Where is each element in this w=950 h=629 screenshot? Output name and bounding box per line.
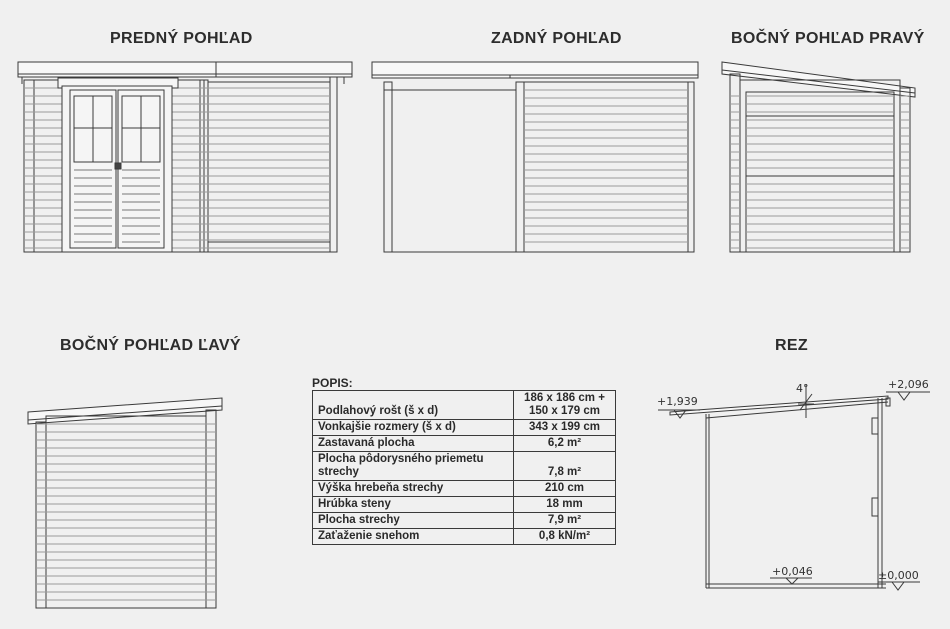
spec-key: Vonkajšie rozmery (š x d) — [313, 420, 514, 436]
spec-value: 7,8 m² — [514, 452, 616, 481]
spec-value: 343 x 199 cm — [514, 420, 616, 436]
spec-value: 210 cm — [514, 481, 616, 497]
right-side-view-title: BOČNÝ POHĽAD PRAVÝ — [731, 30, 925, 47]
spec-value: 7,9 m² — [514, 513, 616, 529]
section-level-left-top: +1,939 — [657, 395, 698, 408]
spec-key: Plocha pôdorysného priemetu strechy — [313, 452, 514, 481]
spec-key: Výška hrebeňa strechy — [313, 481, 514, 497]
spec-key: Hrúbka steny — [313, 497, 514, 513]
spec-value: 0,8 kN/m² — [514, 529, 616, 545]
spec-key: Zastavaná plocha — [313, 436, 514, 452]
section-level-floor-inner: +0,046 — [772, 565, 813, 578]
section-level-ground: ±0,000 — [878, 569, 919, 582]
section-level-right-top: +2,096 — [888, 378, 929, 391]
popis-label: POPIS: — [312, 376, 353, 390]
spec-value: 18 mm — [514, 497, 616, 513]
section-roof-angle: 4° — [796, 382, 809, 395]
left-side-view-title: BOČNÝ POHĽAD ĽAVÝ — [60, 337, 241, 354]
back-view-title: ZADNÝ POHĽAD — [491, 30, 622, 47]
front-view-title: PREDNÝ POHĽAD — [110, 30, 253, 47]
spec-key: Plocha strechy — [313, 513, 514, 529]
section-view-title: REZ — [775, 337, 808, 354]
spec-value: 6,2 m² — [514, 436, 616, 452]
spec-key: Zaťaženie snehom — [313, 529, 514, 545]
section-roof — [670, 396, 888, 415]
spec-key: Podlahový rošt (š x d) — [313, 391, 514, 420]
spec-value: 186 x 186 cm + 150 x 179 cm — [514, 391, 616, 420]
